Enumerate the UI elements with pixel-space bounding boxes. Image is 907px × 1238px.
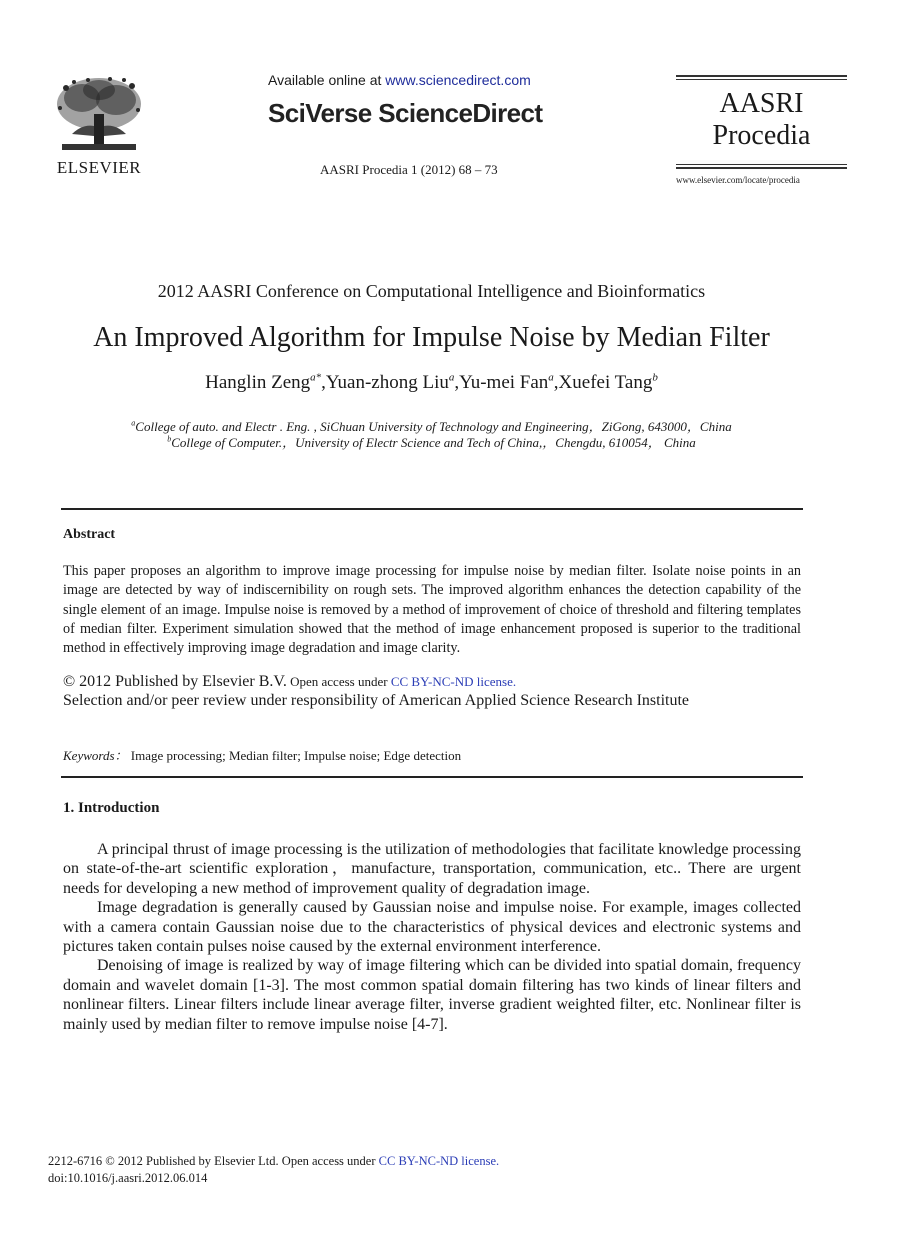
available-online — [268, 72, 531, 88]
conference-name: 2012 AASRI Conference on Computational Intelligence and Bioinformatics — [157, 281, 706, 301]
divider — [676, 79, 847, 80]
section-divider — [61, 776, 803, 778]
doi[interactable]: doi:10.1016/j.aasri.2012.06.014 — [48, 1171, 208, 1185]
footer-copyright — [48, 1154, 499, 1169]
introduction-heading: 1. Introduction — [63, 800, 160, 816]
divider — [676, 164, 847, 165]
open-access-text: Open access under — [278, 1154, 379, 1168]
author: Hanglin Zeng$^{a*}$, — [205, 371, 326, 393]
platform-logo: SciVerse ScienceDirect — [268, 98, 543, 128]
copyright-text: © 2012 Published by Elsevier B.V. — [63, 673, 287, 690]
affiliation-b: $^b$College of Computer.，University of Electr Science and Tech of China,，Chengdu, 610054， China — [167, 434, 696, 450]
paragraph: A principal thrust of image processing is the utilization of methodologies that facilitate knowledge processing on state-of-the-art scientific exploration，manufacture, transportation, communication, etc.. There are urgent needs for developing a new method of improvement quality of degradation image. — [63, 841, 801, 897]
abstract-heading: Abstract — [63, 527, 116, 542]
journal-name-line2: Procedia — [712, 120, 811, 151]
issn-copyright: 2212-6716 © 2012 Published by Elsevier Ltd. — [48, 1154, 279, 1168]
journal-reference: AASRI Procedia 1 (2012) 68 – 73 — [320, 162, 498, 177]
journal-name-line1: AASRI — [719, 88, 804, 119]
divider — [676, 75, 847, 77]
divider — [676, 167, 847, 169]
keywords-text: Image processing; Median filter; Impulse noise; Edge detection — [130, 748, 462, 763]
author: Xuefei Tang$^b$ — [558, 371, 658, 393]
affiliation-a: $^a$College of auto. and Electr . Eng. , SiChuan University of Technology and Engineering，ZiGong, 643000，China — [131, 418, 732, 434]
paper-title: An Improved Algorithm for Impulse Noise by Median Filter — [93, 322, 770, 353]
author-list — [0, 372, 863, 394]
abstract-body: This paper proposes an algorithm to improve image processing for impulse noise by median filter. Isolate noise points in an image are detected by way of indiscernibility on rough sets. The improved algorithm enhances the detection capability of the single element of an image. Impulse noise is removed by a method of improvement of choice of threshold and filtering templates of median filter. Experiment simulation showed that the method of image enhancement proposed is superior to the traditional method in effectively improving image degradation and image clarity. — [63, 563, 801, 657]
author: Yuan-zhong Liu$^a$, — [325, 371, 460, 393]
peer-review-statement: Selection and/or peer review under responsibility of American Applied Science Research Institute — [63, 692, 690, 709]
journal-name — [676, 88, 847, 152]
license-link[interactable]: CC BY-NC-ND license. — [390, 674, 517, 689]
open-access-text: Open access under — [286, 674, 391, 689]
section-divider — [61, 508, 803, 510]
sciencedirect-link[interactable]: www.sciencedirect.com — [385, 72, 531, 88]
keywords-label: Keywords： — [63, 748, 128, 763]
license-link[interactable]: CC BY-NC-ND license. — [378, 1154, 500, 1168]
keywords — [63, 745, 461, 764]
journal-url[interactable]: www.elsevier.com/locate/procedia — [676, 175, 800, 185]
introduction-body — [63, 840, 801, 1034]
copyright-line — [63, 673, 803, 691]
available-prefix: Available online at — [268, 72, 386, 88]
paragraph: Denoising of image is realized by way of image filtering which can be divided into spatial domain, frequency domain and wavelet domain [1-3]. The most common spatial domain filtering has two kinds of linear filters and nonlinear filters. Linear filters include linear average filter, inverse gradient weighted filter, etc. Nonlinear filter is mainly used by median filter to remove impulse noise [4-7]. — [63, 957, 801, 1033]
paragraph: Image degradation is generally caused by Gaussian noise and impulse noise. For example, images collected with a camera contain Gaussian noise due to the characteristics of physical devices and electronic systems and pictures taken contain pulses noise caused by the external environment interference. — [63, 899, 801, 956]
publisher-name: ELSEVIER — [56, 158, 142, 177]
author: Yu-mei Fan$^a$, — [459, 371, 559, 393]
